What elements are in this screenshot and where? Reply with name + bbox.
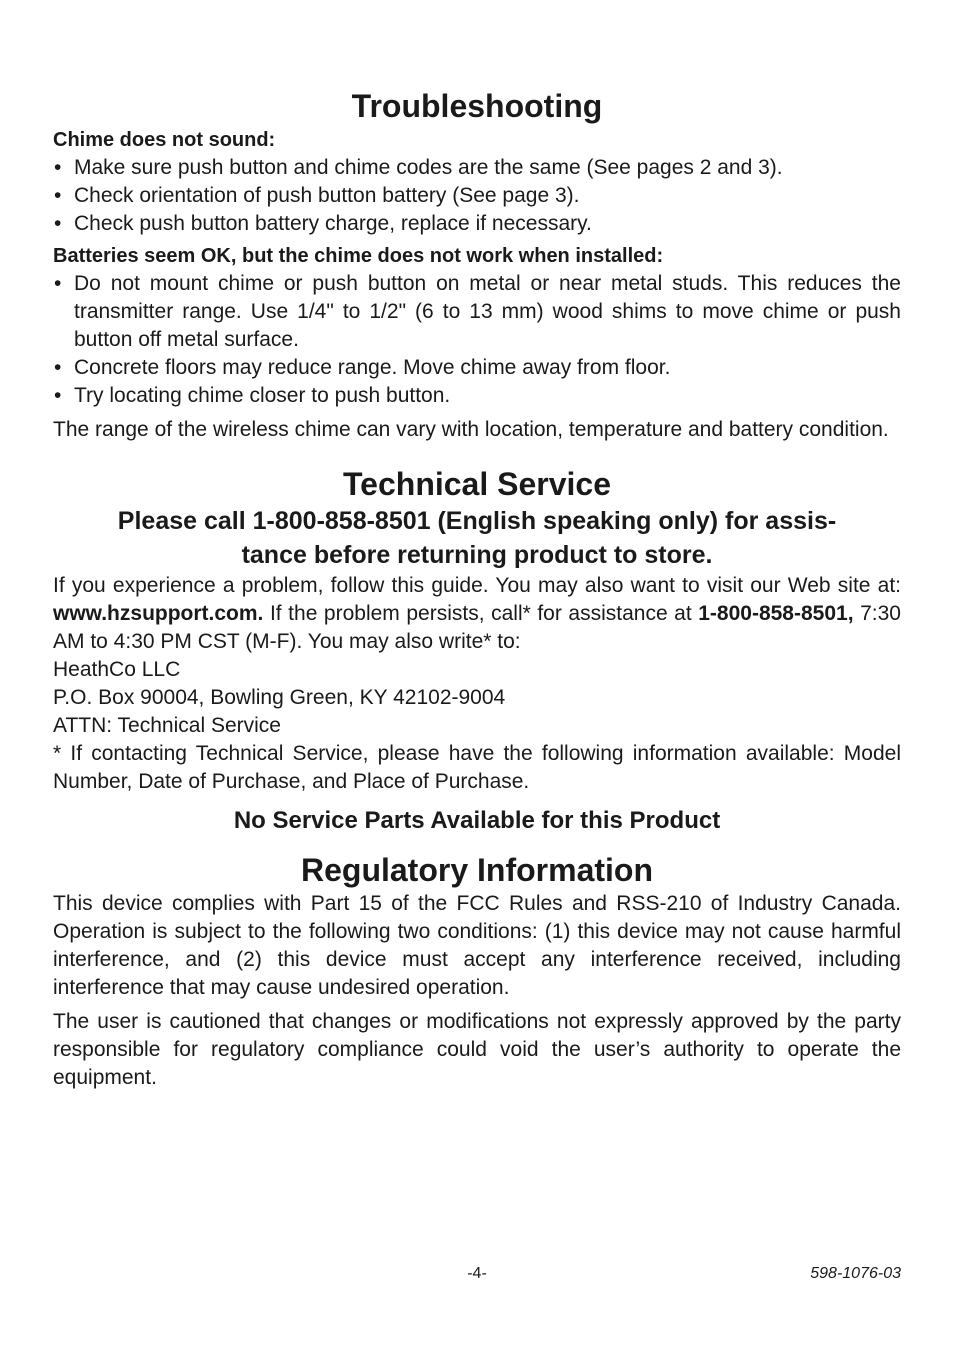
service-footnote: * If contacting Technical Service, please have the following information available: Model Number, Date of Purchase, and Place of Purchase. <box>53 742 901 793</box>
page-number: -4- <box>467 1265 487 1282</box>
document-code: 598-1076-03 <box>810 1265 901 1282</box>
service-intro <box>53 572 901 656</box>
address-line: P.O. Box 90004, Bowling Green, KY 42102-9004 <box>53 686 506 709</box>
list-item: • Check orientation of push button battery (See page 3). <box>53 182 901 210</box>
list-item: • Make sure push button and chime codes are the same (See pages 2 and 3). <box>53 154 901 182</box>
no-parts-notice: No Service Parts Available for this Product <box>233 807 721 834</box>
technical-service-title: Technical Service <box>343 466 611 502</box>
batteries-heading: Batteries seem OK, but the chime does not work when installed: <box>53 245 664 267</box>
address-line: ATTN: Technical Service <box>53 714 281 737</box>
intro-text: 7:30 AM to 4:30 PM CST (M-F). You may also write* to: <box>53 602 901 653</box>
regulatory-paragraph: The user is cautioned that changes or modifications not expressly approved by the party responsible for regulatory compliance could void the user’s authority to operate the equipment. <box>53 1010 901 1089</box>
document-page <box>53 86 901 1092</box>
list-item: • Check push button battery charge, replace if necessary. <box>53 210 901 238</box>
website-link[interactable]: www.hzsupport.com. <box>53 602 264 625</box>
chime-list <box>53 154 901 238</box>
address-line: HeathCo LLC <box>53 658 181 681</box>
intro-text: If the problem persists, call* for assistance at <box>263 602 699 625</box>
list-item: • Concrete floors may reduce range. Move chime away from floor. <box>53 354 901 382</box>
chime-heading: Chime does not sound: <box>53 129 276 151</box>
batteries-list <box>53 270 901 410</box>
call-notice-line1: Please call 1-800-858-8501 (English speaking only) for assis- <box>117 507 837 535</box>
list-item: • Try locating chime closer to push button. <box>53 382 901 410</box>
call-notice-line2: tance before returning product to store. <box>241 541 713 569</box>
phone-number: 1-800-858-8501, <box>698 602 854 625</box>
intro-text: If you experience a problem, follow this guide. You may also want to visit our Web site at: <box>53 574 901 597</box>
regulatory-paragraph: This device complies with Part 15 of the FCC Rules and RSS-210 of Industry Canada. Operation is subject to the following two conditions: (1) this device may not cause harmful interference, and (2) this device must accept any interference received, including interference that may cause undesired operation. <box>53 892 901 999</box>
list-item: • Do not mount chime or push button on metal or near metal studs. This reduces the transmitter range. Use 1/4" to 1/2" (6 to 13 mm) wood shims to move chime or push button off metal surface. <box>53 270 901 354</box>
range-note: The range of the wireless chime can vary with location, temperature and battery condition. <box>53 418 889 441</box>
troubleshooting-title: Troubleshooting <box>351 88 603 124</box>
regulatory-title: Regulatory Information <box>300 852 653 888</box>
call-notice <box>53 504 901 572</box>
